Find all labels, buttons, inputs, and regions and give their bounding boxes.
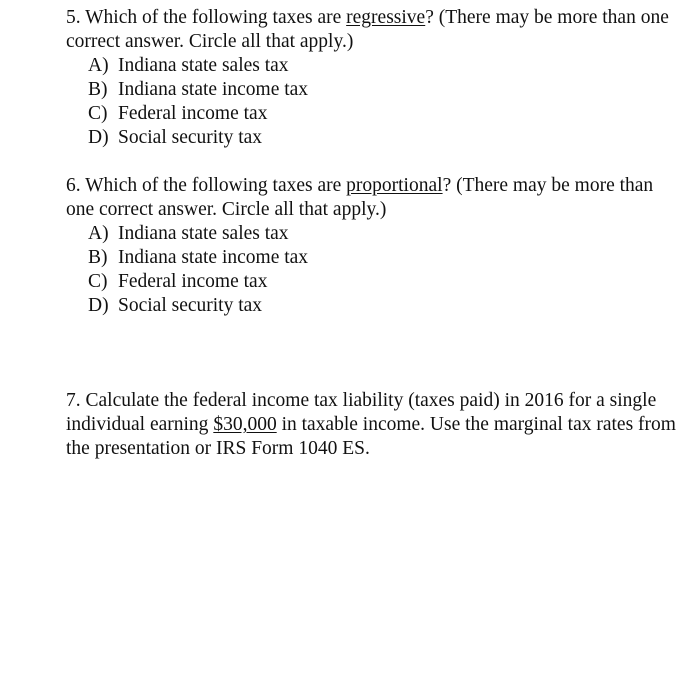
question-5-number: 5. [66,7,81,28]
question-6-number: 6. [66,175,81,196]
question-5-tail: ? (There may be more than one correct answer. Circle all that apply.) [66,7,669,52]
question-6-option-a[interactable] [88,222,686,246]
option-text: Social security tax [118,127,263,148]
option-text: Indiana state income tax [118,79,309,100]
question-5-option-b[interactable] [88,78,686,102]
question-5-option-a[interactable] [88,54,686,78]
question-5-option-d[interactable] [88,126,686,150]
question-6-option-b[interactable] [88,246,686,270]
question-7-tail: in taxable income. Use the marginal tax rates from the presentation or IRS Form 1040 ES. [66,414,676,459]
option-letter: C) [88,103,108,124]
option-letter: D) [88,295,109,316]
question-5-lead: Which of the following taxes are [85,7,342,28]
question-7 [66,389,686,461]
question-7-stem [66,389,686,461]
option-text: Indiana state income tax [118,247,309,268]
option-letter: C) [88,271,108,292]
question-6-lead: Which of the following taxes are [85,175,342,196]
question-5 [66,6,686,150]
question-7-amount: $30,000 [213,414,277,435]
question-6-option-d[interactable] [88,294,686,318]
option-letter: D) [88,127,109,148]
question-6 [66,174,686,318]
option-letter: A) [88,223,109,244]
option-letter: A) [88,55,109,76]
question-7-lead: Calculate the federal income tax liability (taxes paid) in 2016 for a single individual earning [66,390,657,435]
question-6-options [66,222,686,318]
question-6-keyword: proportional [346,175,443,196]
question-5-stem [66,6,686,54]
option-text: Indiana state sales tax [118,223,289,244]
option-letter: B) [88,79,108,100]
question-6-option-c[interactable] [88,270,686,294]
option-text: Indiana state sales tax [118,55,289,76]
question-6-stem [66,174,686,222]
option-letter: B) [88,247,108,268]
question-5-keyword: regressive [346,7,426,28]
option-text: Federal income tax [118,103,268,124]
question-6-tail: ? (There may be more than one correct answer. Circle all that apply.) [66,175,654,220]
question-5-option-c[interactable] [88,102,686,126]
question-7-number: 7. [66,390,81,411]
option-text: Social security tax [118,295,263,316]
option-text: Federal income tax [118,271,268,292]
question-5-options [66,54,686,150]
